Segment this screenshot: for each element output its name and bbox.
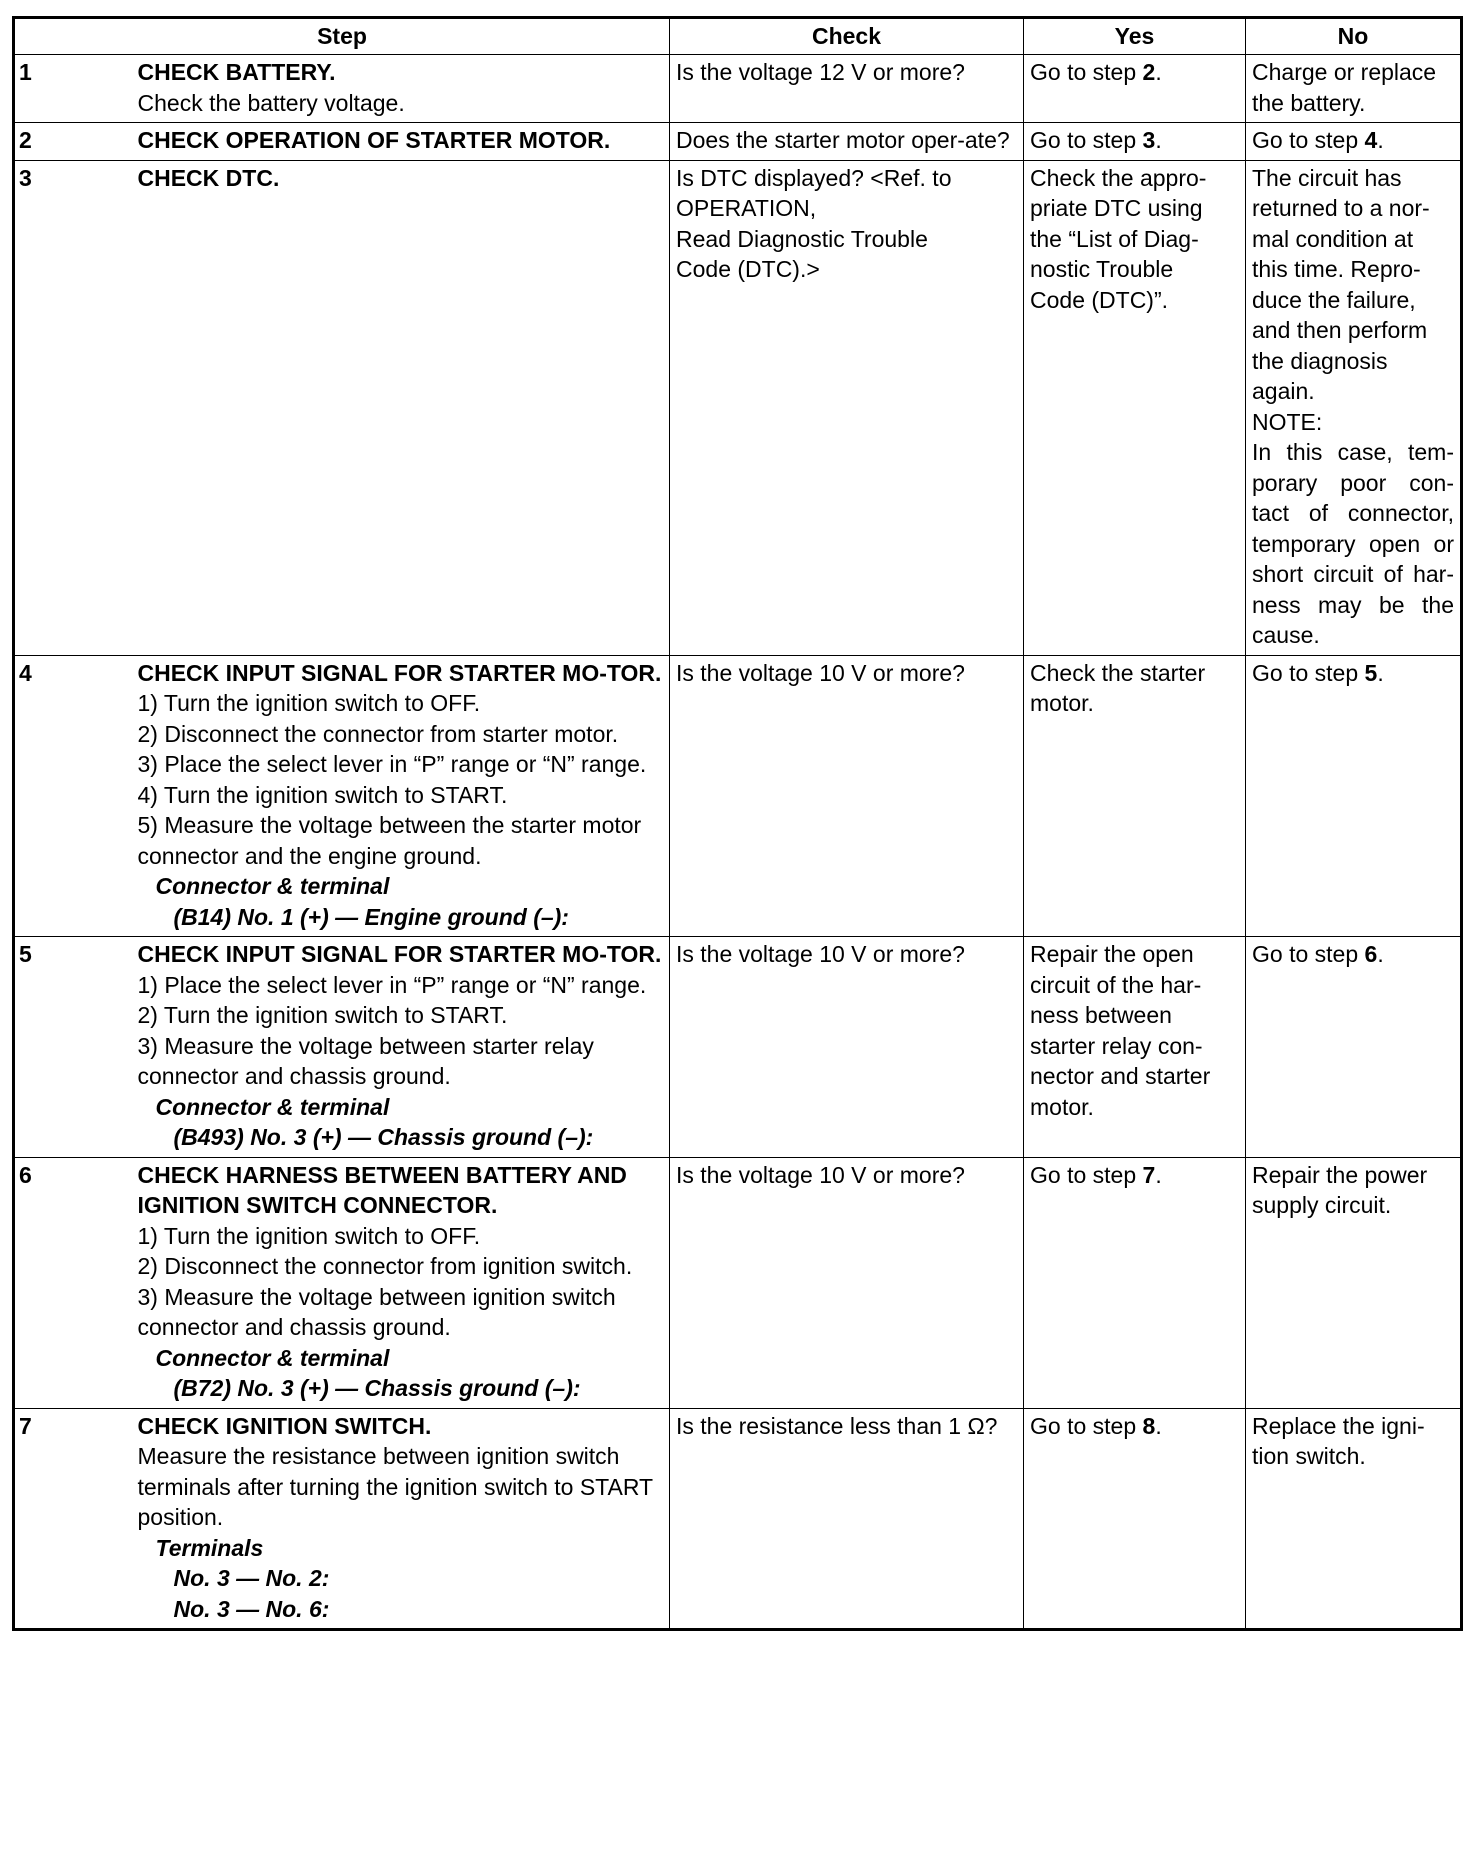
check-cell (670, 123, 1024, 161)
yes-cell (1024, 1157, 1246, 1408)
step-instruction: 2) Disconnect the connector from starter motor. (137, 720, 619, 747)
step-instruction: 3) Measure the voltage between starter relay connector and chassis ground. (137, 1032, 594, 1089)
yes-text: Go to step (1030, 1161, 1143, 1188)
step-cell (130, 160, 670, 655)
spec-value: (B14) No. 1 (+) — Engine ground (–): (173, 903, 569, 930)
check-text: Is the voltage 10 V or more? (676, 1161, 965, 1188)
yes-text: Go to step (1030, 59, 1143, 85)
no-text: Go to step (1252, 127, 1365, 153)
yes-step-ref: 8 (1142, 1412, 1156, 1439)
yes-step-ref: 7 (1142, 1161, 1156, 1188)
step-instruction: 5) Measure the voltage between the starter motor connector and the engine ground. (137, 812, 642, 869)
yes-cell (1024, 55, 1246, 123)
spec-heading: Connector & terminal (155, 1344, 390, 1371)
no-step-ref: 6 (1364, 941, 1378, 967)
step-title: CHECK DTC. (137, 164, 280, 191)
no-text: duce the failure, (1252, 286, 1416, 313)
step-cell (130, 655, 670, 937)
check-cell (670, 160, 1024, 655)
step-number: 2 (14, 123, 130, 161)
no-cell (1246, 1157, 1462, 1408)
step-number: 1 (14, 55, 130, 123)
spec-value: No. 3 — No. 6: (173, 1595, 330, 1622)
step-cell (130, 55, 670, 123)
check-text: Is the resistance less than 1 Ω? (676, 1412, 998, 1439)
step-instruction: Check the battery voltage. (137, 89, 405, 116)
step-instruction: 1) Turn the ignition switch to OFF. (137, 690, 481, 716)
yes-step-ref: 3 (1142, 127, 1156, 153)
check-text: Is the voltage 10 V or more? (676, 659, 965, 686)
step-cell (130, 937, 670, 1158)
no-text: Repair the power supply circuit. (1252, 1161, 1428, 1218)
no-text: again. (1252, 378, 1315, 404)
note-label: NOTE: (1252, 408, 1323, 435)
spec-heading: Connector & terminal (155, 1093, 390, 1120)
no-cell (1246, 123, 1462, 161)
header-step: Step (14, 18, 670, 55)
yes-text: Code (DTC)”. (1030, 286, 1169, 313)
yes-text: Go to step (1030, 127, 1143, 153)
header-check: Check (670, 18, 1024, 55)
header-yes: Yes (1024, 18, 1246, 55)
step-instruction: 1) Place the select lever in “P” range or “N” range. (137, 971, 647, 998)
yes-cell (1024, 1408, 1246, 1630)
no-cell (1246, 160, 1462, 655)
diagnostic-procedure-table (12, 16, 1463, 1631)
no-suffix: . (1377, 127, 1384, 153)
table-row (14, 937, 1462, 1158)
no-suffix: . (1377, 659, 1384, 686)
no-text: Charge or replace the battery. (1252, 59, 1437, 116)
step-title: CHECK HARNESS BETWEEN BATTERY AND IGNITION SWITCH CONNECTOR. (137, 1161, 627, 1218)
check-cell (670, 1157, 1024, 1408)
yes-suffix: . (1155, 1412, 1162, 1439)
step-title: CHECK INPUT SIGNAL FOR STARTER MO-TOR. (137, 941, 662, 967)
yes-suffix: . (1155, 1161, 1162, 1188)
no-text: mal condition at (1252, 225, 1414, 252)
yes-text: priate DTC using (1030, 195, 1203, 221)
step-instruction: 3) Place the select lever in “P” range or “N” range. (137, 751, 647, 777)
step-cell (130, 123, 670, 161)
step-instruction: 2) Disconnect the connector from ignition switch. (137, 1253, 633, 1279)
step-instruction: 2) Turn the ignition switch to START. (137, 1002, 508, 1028)
no-text: this time. Repro- (1252, 256, 1421, 282)
check-text: Is DTC displayed? <Ref. to (676, 164, 952, 191)
no-cell (1246, 1408, 1462, 1630)
spec-value: No. 3 — No. 2: (173, 1565, 330, 1591)
no-text: Replace the igni-tion switch. (1252, 1412, 1425, 1469)
check-cell (670, 1408, 1024, 1630)
step-instruction: Measure the resistance between ignition switch terminals after turning the ignition switch to START position. (137, 1443, 653, 1530)
step-number: 3 (14, 160, 130, 655)
step-number: 6 (14, 1157, 130, 1408)
spec-value: (B72) No. 3 (+) — Chassis ground (–): (173, 1375, 581, 1401)
step-instruction: 4) Turn the ignition switch to START. (137, 781, 508, 808)
step-title: CHECK IGNITION SWITCH. (137, 1412, 432, 1439)
step-instruction: 3) Measure the voltage between ignition switch connector and chassis ground. (137, 1283, 616, 1340)
yes-cell (1024, 123, 1246, 161)
no-text: the diagnosis (1252, 347, 1388, 374)
no-text: Go to step (1252, 659, 1365, 686)
step-title: CHECK OPERATION OF STARTER MOTOR. (137, 127, 611, 153)
step-title: CHECK INPUT SIGNAL FOR STARTER MO-TOR. (137, 659, 662, 686)
table-row (14, 160, 1462, 655)
check-text: Is the voltage 12 V or more? (676, 59, 965, 85)
yes-text: Go to step (1030, 1412, 1143, 1439)
yes-cell (1024, 937, 1246, 1158)
yes-text: nostic Trouble (1030, 256, 1174, 282)
step-number: 5 (14, 937, 130, 1158)
yes-text: Check the appro- (1030, 164, 1207, 191)
check-cell (670, 655, 1024, 937)
table-row (14, 1157, 1462, 1408)
check-text: Does the starter motor oper-ate? (676, 127, 1010, 153)
check-cell (670, 937, 1024, 1158)
no-step-ref: 4 (1364, 127, 1378, 153)
header-no: No (1246, 18, 1462, 55)
check-text: Code (DTC).> (676, 256, 820, 282)
no-step-ref: 5 (1364, 659, 1378, 686)
check-cell (670, 55, 1024, 123)
yes-cell (1024, 655, 1246, 937)
spec-value: (B493) No. 3 (+) — Chassis ground (–): (173, 1124, 594, 1150)
yes-step-ref: 2 (1142, 59, 1156, 85)
yes-text: Check the starter motor. (1030, 659, 1206, 716)
step-number: 4 (14, 655, 130, 937)
no-cell (1246, 937, 1462, 1158)
spec-heading: Terminals (155, 1534, 264, 1561)
table-row (14, 655, 1462, 937)
check-text: OPERATION, (676, 195, 817, 221)
yes-suffix: . (1155, 59, 1162, 85)
step-number: 7 (14, 1408, 130, 1630)
step-cell (130, 1408, 670, 1630)
no-text: returned to a nor- (1252, 195, 1430, 221)
step-cell (130, 1157, 670, 1408)
yes-text: Repair the open circuit of the har-ness between starter relay con-nector and starter motor. (1030, 941, 1211, 1120)
spec-heading: Connector & terminal (155, 873, 390, 899)
no-suffix: . (1377, 941, 1384, 967)
check-text: Is the voltage 10 V or more? (676, 941, 965, 967)
yes-cell (1024, 160, 1246, 655)
header-row (14, 18, 1462, 55)
table-row (14, 55, 1462, 123)
yes-text: the “List of Diag- (1030, 225, 1199, 252)
no-text: Go to step (1252, 941, 1365, 967)
note-text: In this case, tem-porary poor con-tact of connector, temporary open or short circuit of har-ness may be the cause. (1252, 439, 1454, 648)
table-row (14, 123, 1462, 161)
step-instruction: 1) Turn the ignition switch to OFF. (137, 1222, 481, 1249)
no-text: The circuit has (1252, 164, 1402, 191)
no-cell (1246, 655, 1462, 937)
step-title: CHECK BATTERY. (137, 59, 336, 85)
no-cell (1246, 55, 1462, 123)
no-text: and then perform (1252, 317, 1428, 343)
table-row (14, 1408, 1462, 1630)
check-text: Read Diagnostic Trouble (676, 225, 928, 252)
yes-suffix: . (1155, 127, 1162, 153)
